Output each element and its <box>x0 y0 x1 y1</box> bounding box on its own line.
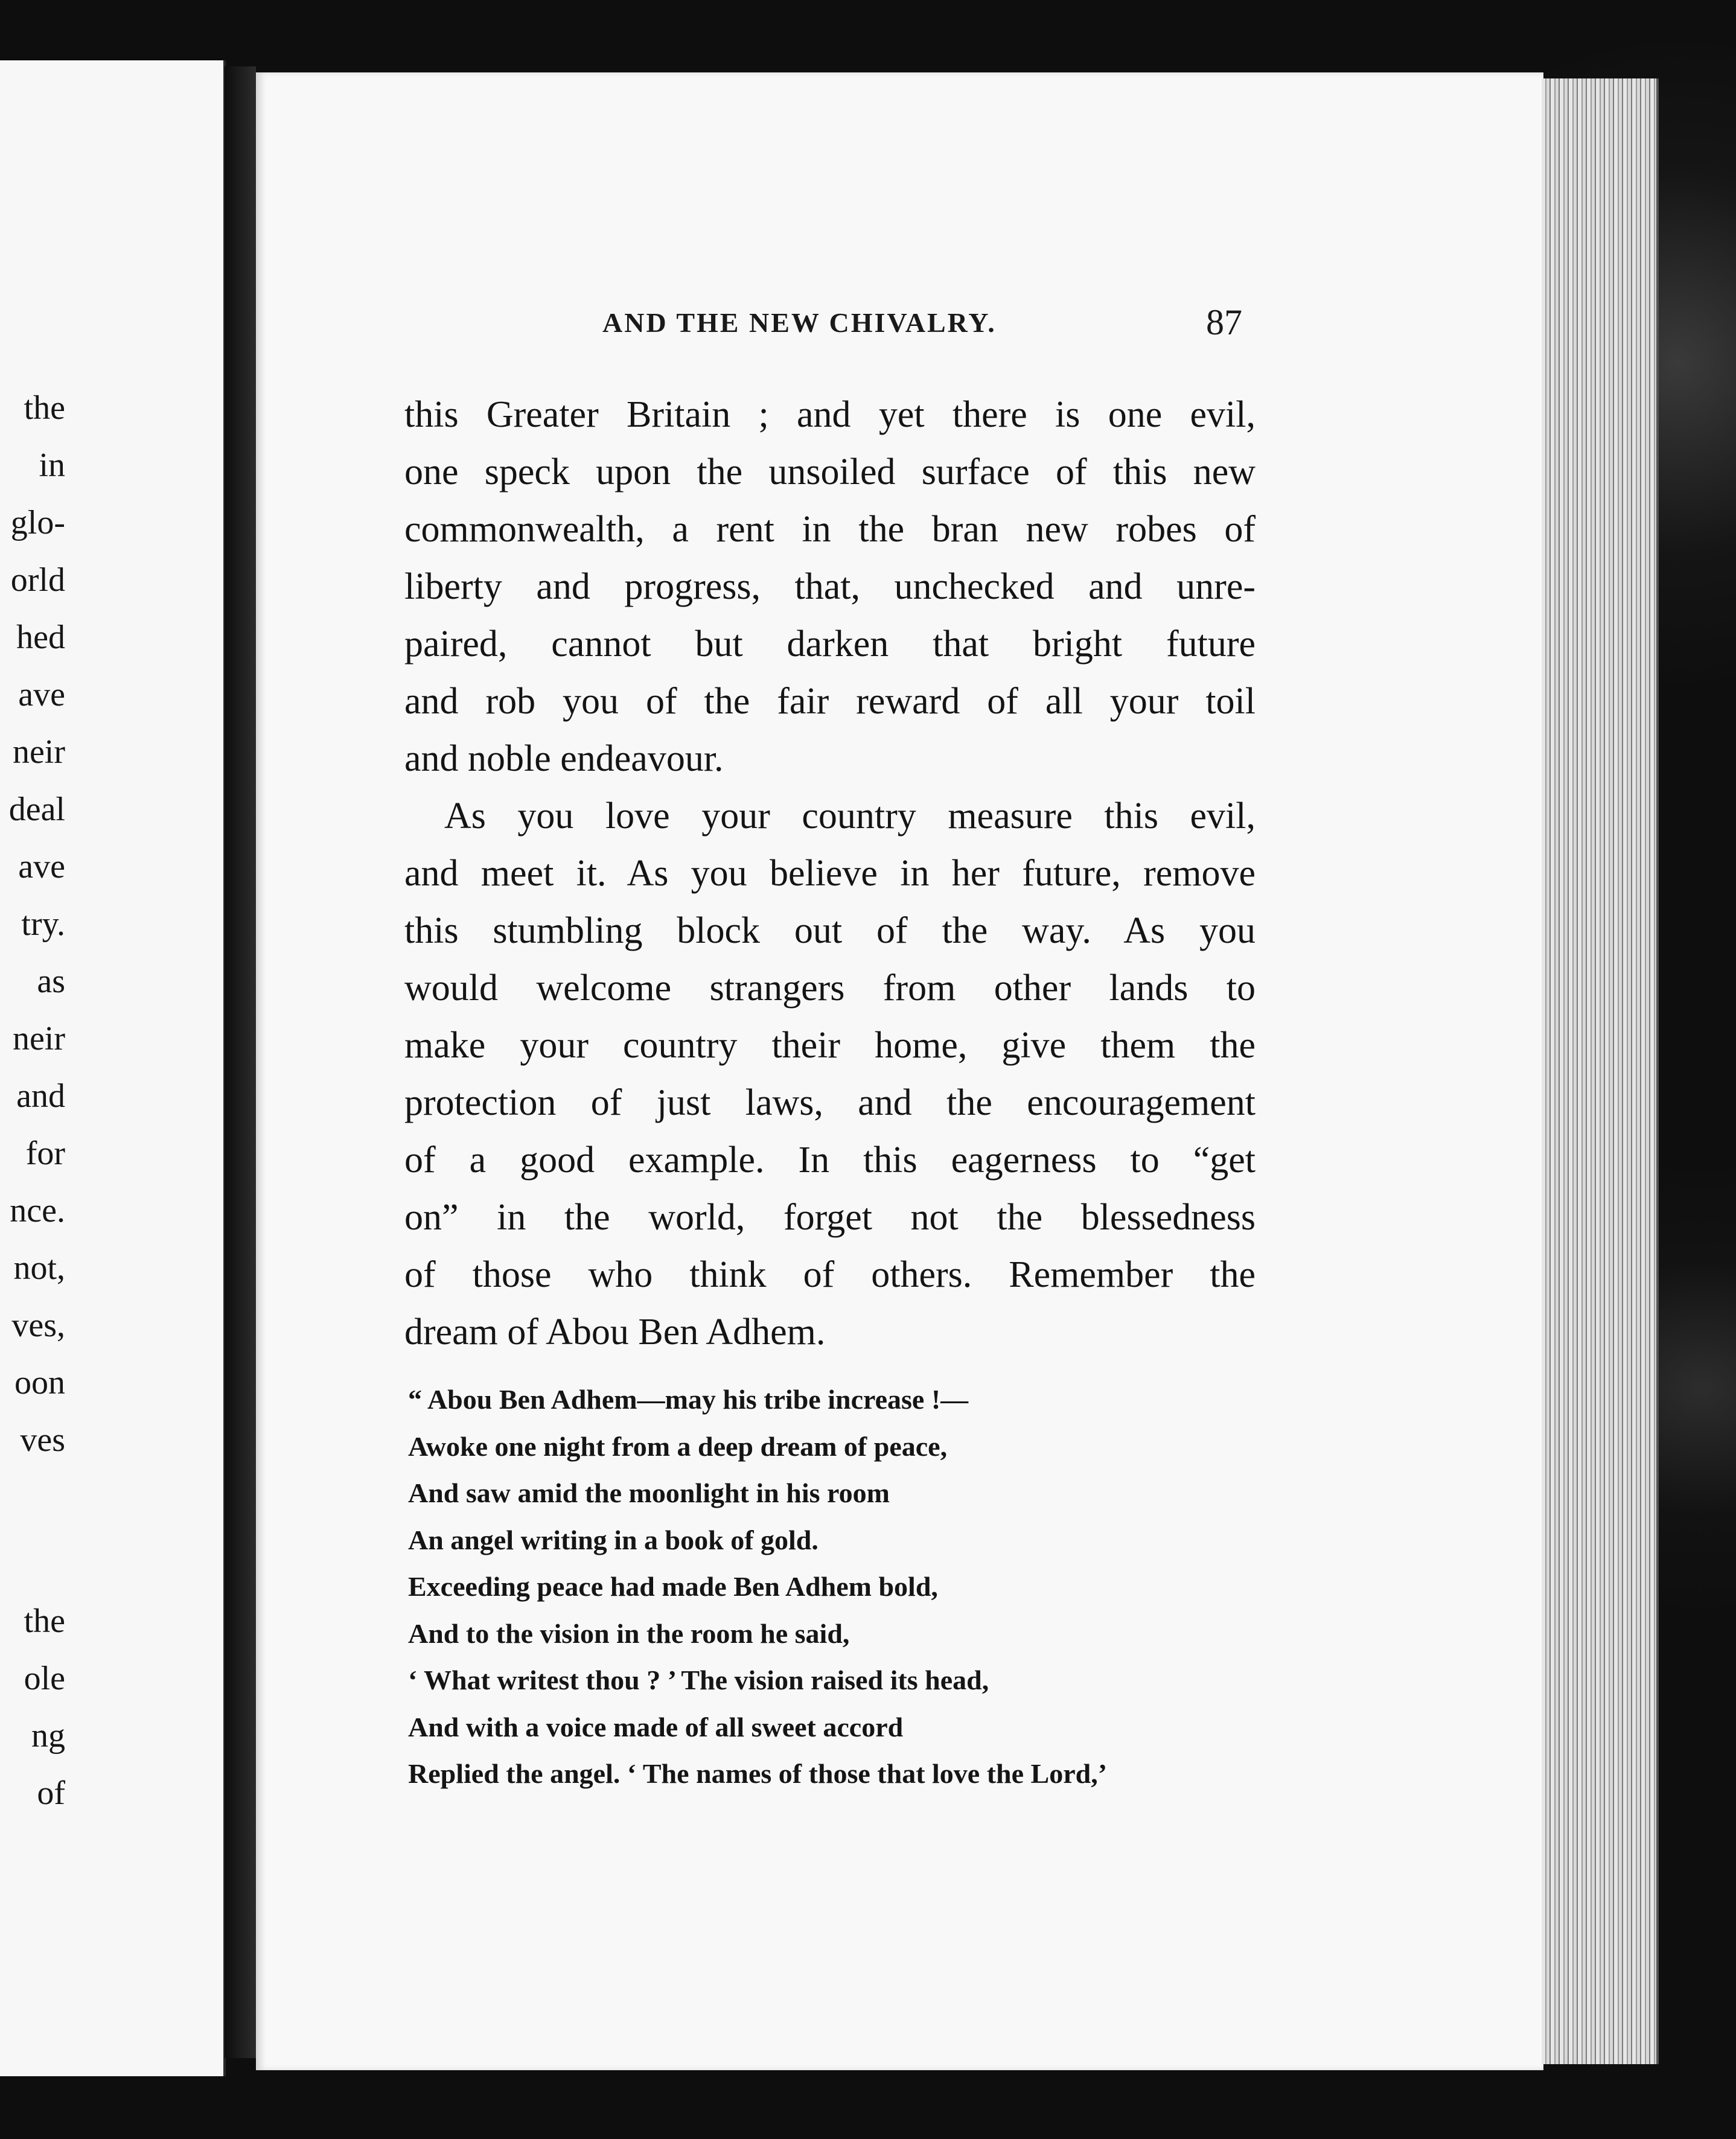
body-text <box>404 386 1256 1361</box>
text-line: commonwealth, a rent in the bran new robes of <box>404 509 1256 550</box>
page-number: 87 <box>1206 302 1242 342</box>
paragraph <box>404 386 1256 788</box>
facing-page-fragment: neir <box>12 1020 65 1057</box>
facing-page-fragment: ave <box>18 848 65 885</box>
text-line: liberty and progress, that, unchecked and unre- <box>404 566 1256 607</box>
poem-line: And saw amid the moonlight in his room <box>408 1478 890 1508</box>
facing-page-fragment: try. <box>21 905 65 943</box>
facing-page-fragment: deal <box>8 791 65 828</box>
facing-page-fragment: ave <box>18 676 65 713</box>
text-line: and meet it. As you believe in her future, remove <box>404 853 1256 894</box>
facing-page-fragment: in <box>39 447 65 484</box>
facing-page-fragment: not, <box>13 1249 65 1287</box>
poem-line: ‘ What writest thou ? ’ The vision raised its head, <box>408 1665 989 1695</box>
facing-page-fragment: and <box>16 1077 65 1115</box>
facing-page <box>0 60 226 2076</box>
text-line: this stumbling block out of the way. As you <box>404 910 1256 951</box>
facing-page-fragment: ng <box>31 1717 65 1755</box>
text-line: and noble endeavour. <box>404 738 724 779</box>
paragraph <box>404 788 1256 1361</box>
poem-line: Awoke one night from a deep dream of peace, <box>408 1430 948 1462</box>
facing-page-fragment: ole <box>24 1660 65 1697</box>
facing-page-fragment: glo- <box>10 504 65 541</box>
facing-page-fragment: for <box>25 1135 65 1172</box>
facing-page-fragment: ves <box>20 1421 65 1459</box>
text-line: protection of just laws, and the encouragement <box>404 1082 1256 1123</box>
page-edges <box>1542 78 1659 2064</box>
facing-page-fragment: neir <box>12 733 65 771</box>
poem-line: Exceeding peace had made Ben Adhem bold, <box>408 1571 938 1602</box>
facing-page-fragment: of <box>37 1774 65 1812</box>
poem-line: An angel writing in a book of gold. <box>408 1524 819 1555</box>
poem-quotation <box>408 1376 1265 1797</box>
text-line: paired, cannot but darken that bright future <box>404 623 1256 665</box>
text-line: dream of Abou Ben Adhem. <box>404 1312 826 1353</box>
facing-page-fragment: hed <box>16 619 65 656</box>
text-line: and rob you of the fair reward of all your toil <box>404 681 1256 722</box>
text-line: make your country their home, give them the <box>404 1025 1256 1066</box>
facing-page-fragment: nce. <box>10 1192 65 1229</box>
running-head: AND THE NEW CHIVALRY. <box>602 307 997 338</box>
facing-page-fragment: as <box>37 963 65 1000</box>
poem-line: And to the vision in the room he said, <box>408 1618 850 1649</box>
poem-line: And with a voice made of all sweet accord <box>408 1711 904 1742</box>
text-line: of those who think of others. Remember the <box>404 1254 1256 1295</box>
facing-page-fragment: the <box>24 1602 65 1640</box>
facing-page-fragment: the <box>24 389 65 427</box>
text-line: on” in the world, forget not the blessedness <box>404 1197 1256 1238</box>
poem-line: Replied the angel. ‘ The names of those that love the Lord,’ <box>408 1758 1108 1789</box>
text-line: this Greater Britain ; and yet there is one evil, <box>404 394 1256 435</box>
text-line: of a good example. In this eagerness to “get <box>404 1140 1256 1181</box>
poem-line: “ Abou Ben Adhem—may his tribe increase !— <box>408 1384 969 1415</box>
text-line: one speck upon the unsoiled surface of this new <box>404 451 1256 493</box>
facing-page-fragment: orld <box>10 561 65 599</box>
text-line: As you love your country measure this evil, <box>444 795 1256 837</box>
facing-page-fragment: ves, <box>11 1307 65 1344</box>
book-gutter <box>225 66 256 2058</box>
text-line: would welcome strangers from other lands to <box>404 967 1256 1009</box>
facing-page-fragment: oon <box>14 1364 65 1401</box>
